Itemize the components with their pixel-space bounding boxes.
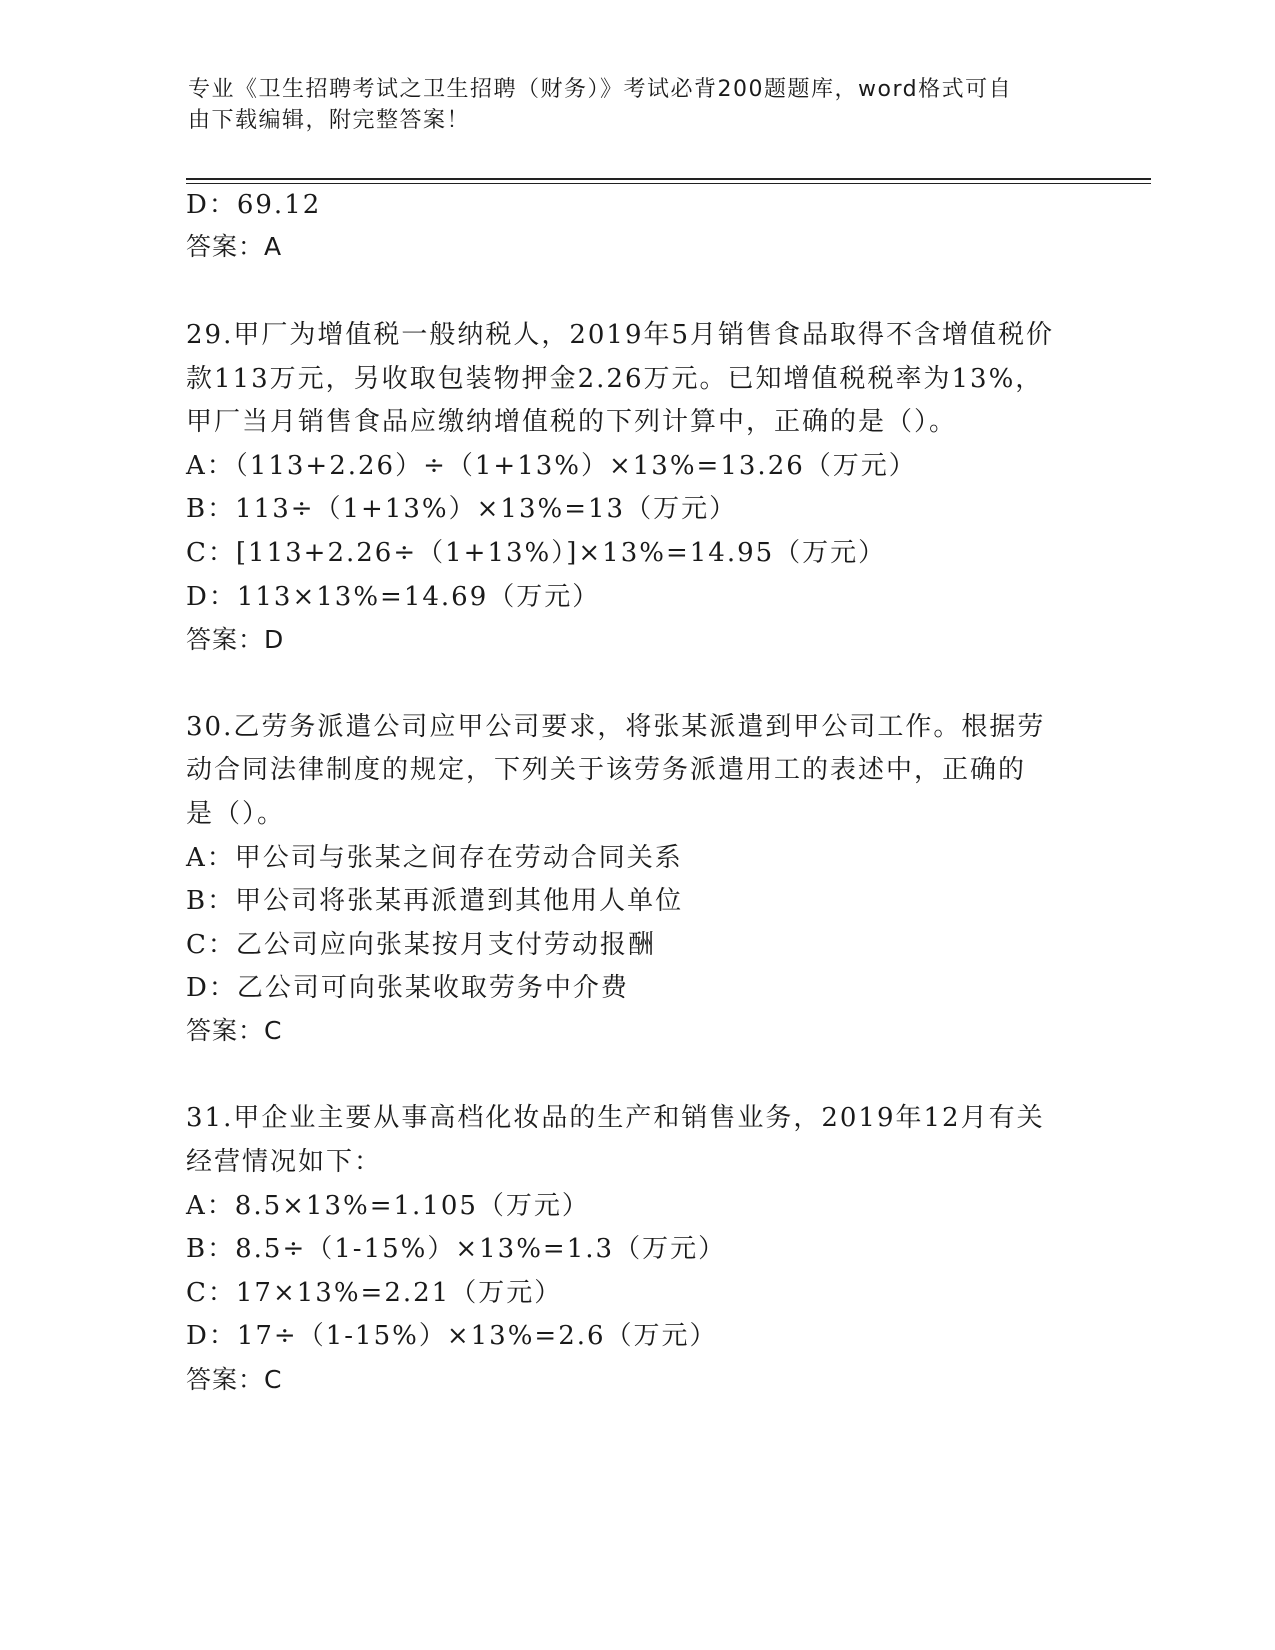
- question-stem: 经营情况如下：: [186, 1147, 383, 1177]
- header-line: 由下载编辑，附完整答案！: [188, 108, 471, 133]
- question-stem: 29.甲厂为增值税一般纳税人，2019年5月销售食品取得不含增值税价: [186, 320, 1055, 350]
- question-stem: 动合同法律制度的规定，下列关于该劳务派遣用工的表述中，正确的: [186, 755, 1027, 785]
- question-stem: 30.乙劳务派遣公司应甲公司要求，将张某派遣到甲公司工作。根据劳: [186, 712, 1046, 742]
- option-a: A：8.5×13%=1.105（万元）: [186, 1191, 590, 1221]
- option-c: C：乙公司应向张某按月支付劳动报酬: [186, 930, 656, 960]
- option-d: D：69.12: [186, 190, 322, 220]
- answer-line: 答案：A: [186, 232, 283, 261]
- question-stem: 是（）。: [186, 799, 286, 829]
- question-stem: 款113万元，另收取包装物押金2.26万元。已知增值税税率为13%，: [186, 364, 1044, 394]
- header-divider: [186, 178, 1151, 180]
- option-b: B：113÷（1+13%）×13%=13（万元）: [186, 494, 738, 524]
- option-d: D：113×13%=14.69（万元）: [186, 582, 601, 612]
- option-d: D：乙公司可向张某收取劳务中介费: [186, 973, 629, 1003]
- option-b: B：8.5÷（1-15%）×13%=1.3（万元）: [186, 1234, 727, 1264]
- option-b: B：甲公司将张某再派遣到其他用人单位: [186, 886, 684, 916]
- header-divider-thin: [186, 183, 1151, 184]
- option-a: A：（113+2.26）÷（1+13%）×13%=13.26（万元）: [186, 451, 917, 481]
- question-stem: 31.甲企业主要从事高档化妆品的生产和销售业务，2019年12月有关: [186, 1103, 1045, 1133]
- question-stem: 甲厂当月销售食品应缴纳增值税的下列计算中，正确的是（）。: [186, 407, 958, 437]
- option-c: C：17×13%=2.21（万元）: [186, 1278, 563, 1308]
- answer-line: 答案：C: [186, 1365, 283, 1394]
- option-d: D：17÷（1-15%）×13%=2.6（万元）: [186, 1321, 718, 1351]
- document-header: [188, 74, 1068, 136]
- answer-line: 答案：D: [186, 625, 285, 654]
- answer-line: 答案：C: [186, 1016, 283, 1045]
- option-a: A：甲公司与张某之间存在劳动合同关系: [186, 843, 683, 873]
- option-c: C：[113+2.26÷（1+13%）]×13%=14.95（万元）: [186, 538, 887, 568]
- header-line: 专业《卫生招聘考试之卫生招聘（财务）》考试必背200题题库，word格式可自: [188, 77, 1013, 102]
